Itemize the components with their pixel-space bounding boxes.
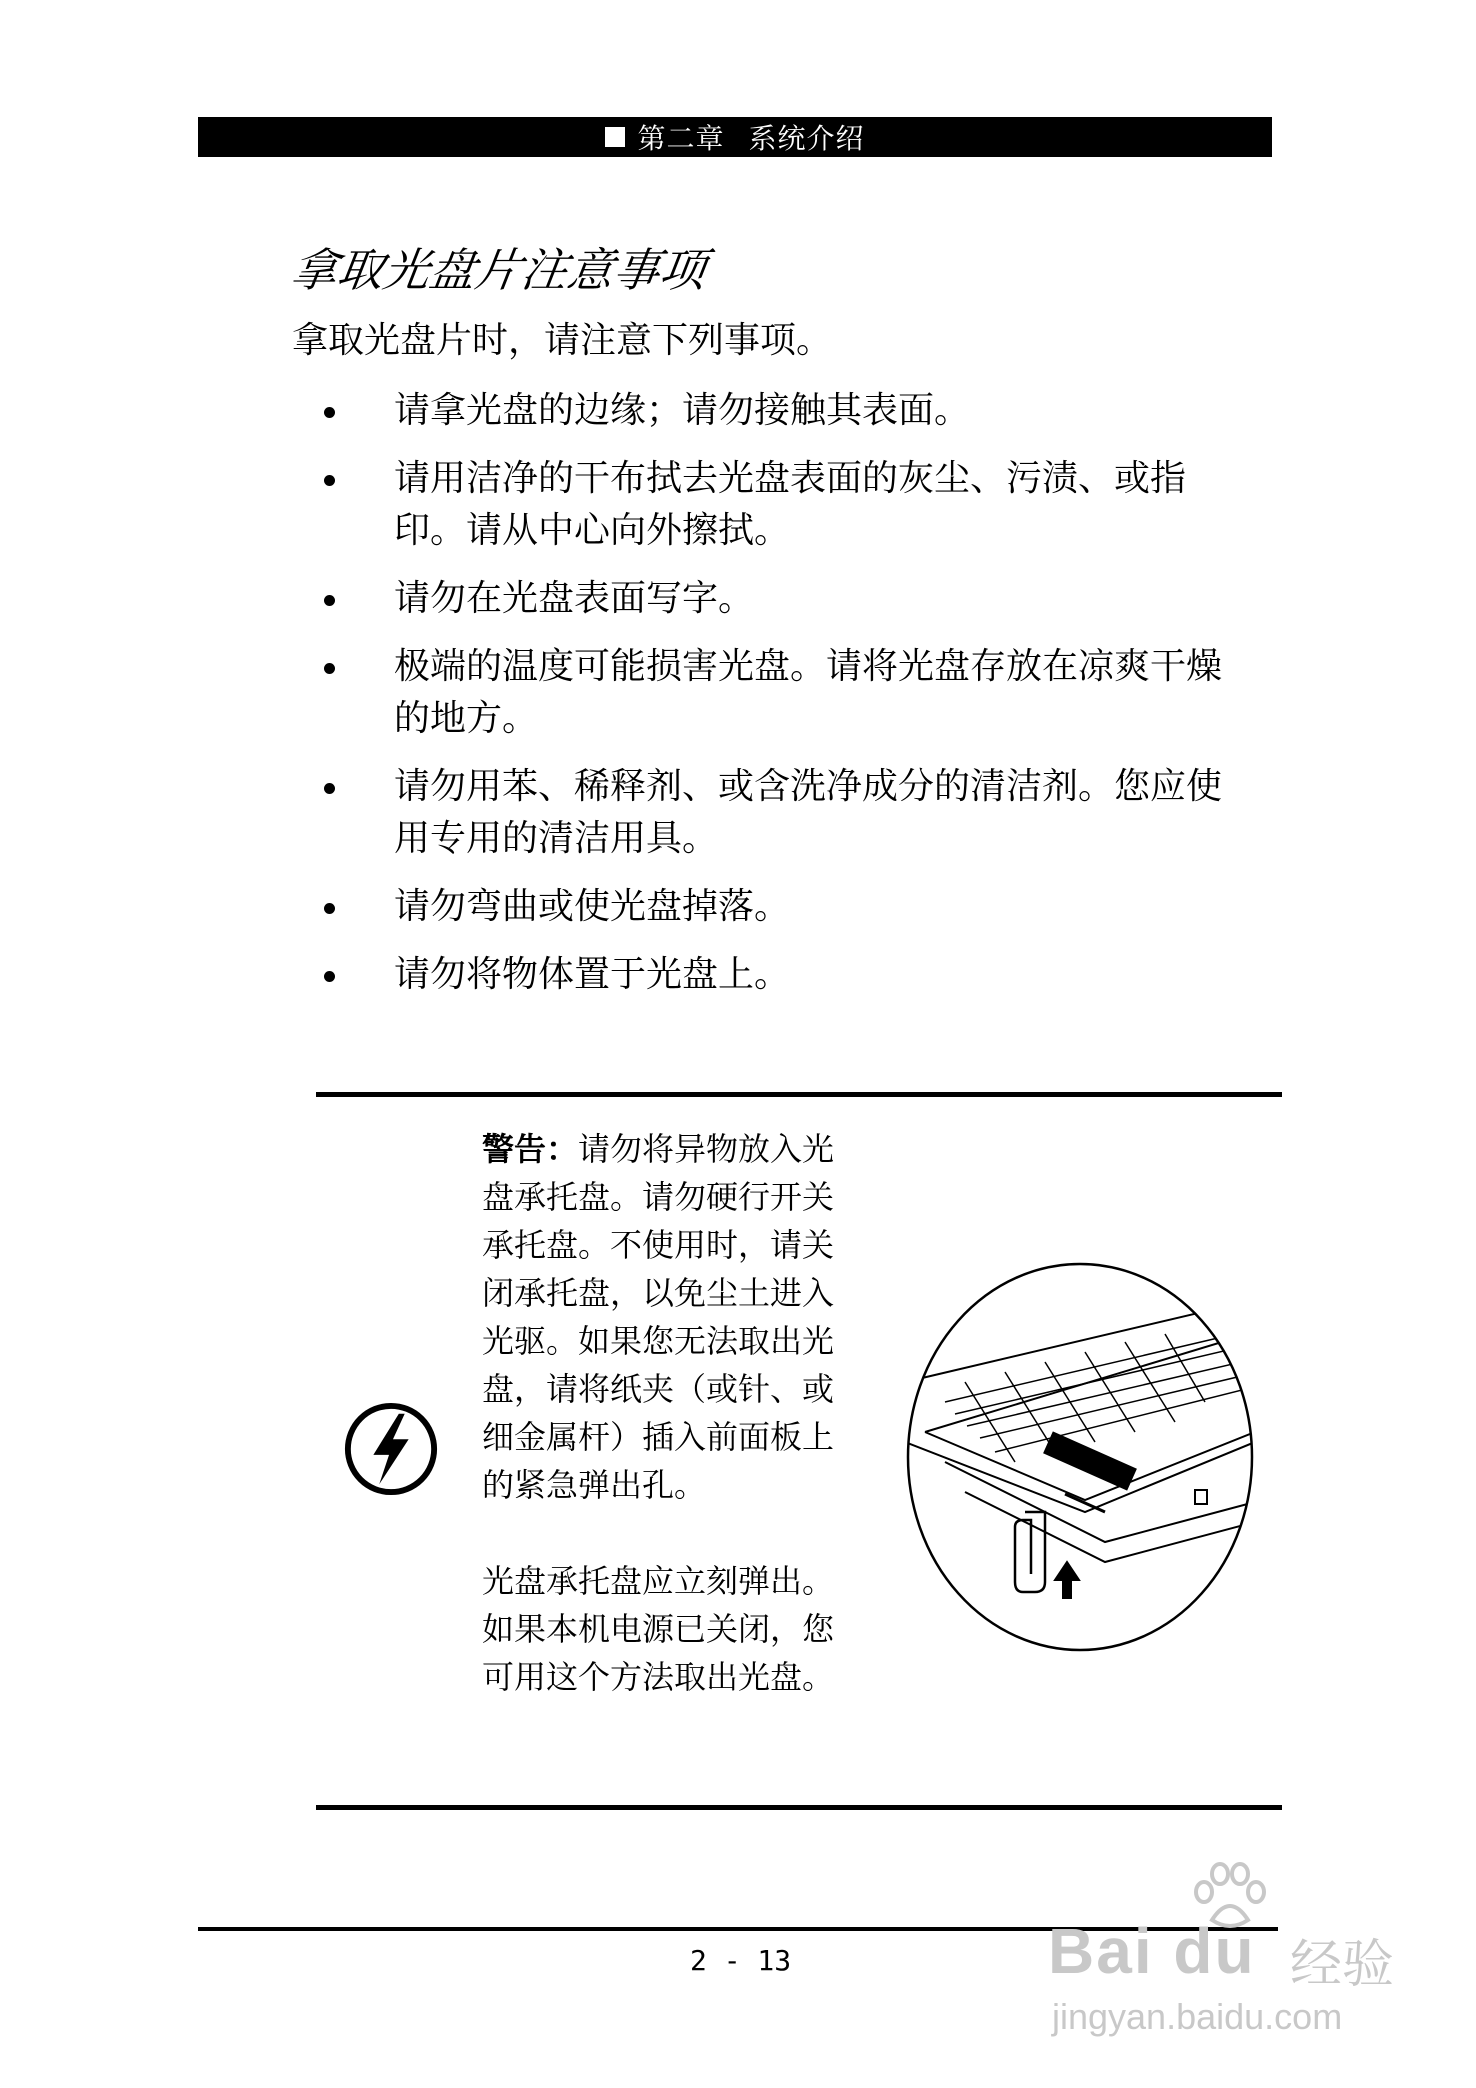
list-item: 请勿将物体置于光盘上。	[292, 949, 1252, 1001]
chapter-header	[198, 117, 1272, 157]
precaution-list	[292, 385, 1252, 1017]
header-chapter: 第二章	[637, 122, 725, 155]
header-square-icon	[605, 127, 625, 147]
baidu-watermark	[1040, 1862, 1440, 2062]
list-item: 请用洁净的干布拭去光盘表面的灰尘、污渍、或指印。请从中心向外擦拭。	[292, 453, 1252, 557]
bullet-icon	[324, 903, 335, 914]
page-number: 2 - 13	[690, 1944, 792, 1977]
intro-text: 拿取光盘片时，请注意下列事项。	[292, 320, 833, 361]
warning-text-2: 光盘承托盘应立刻弹出。如果本机电源已关闭，您可用这个方法取出光盘。	[482, 1562, 835, 1696]
bullet-icon	[324, 971, 335, 982]
lightning-warning-icon	[342, 1400, 440, 1498]
watermark-url: jingyan.baidu.com	[1052, 1996, 1343, 2037]
header-section: 系统介绍	[748, 122, 865, 155]
warning-top-rule	[316, 1092, 1282, 1097]
optical-drive-illustration	[905, 1262, 1255, 1652]
list-item: 请勿在光盘表面写字。	[292, 573, 1252, 625]
list-item: 请拿光盘的边缘；请勿接触其表面。	[292, 385, 1252, 437]
warning-bottom-rule	[316, 1805, 1282, 1810]
list-item: 极端的温度可能损害光盘。请将光盘存放在凉爽干燥的地方。	[292, 641, 1252, 745]
watermark-text: 经验	[1290, 1936, 1395, 1994]
bullet-icon	[324, 595, 335, 606]
bullet-icon	[324, 407, 335, 418]
bullet-icon	[324, 663, 335, 674]
list-item: 请勿弯曲或使光盘掉落。	[292, 881, 1252, 933]
warning-label: 警告：	[482, 1130, 579, 1168]
bullet-icon	[324, 475, 335, 486]
warning-box	[482, 1125, 852, 1701]
list-item: 请勿用苯、稀释剂、或含洗净成分的清洁剂。您应使用专用的清洁用具。	[292, 761, 1252, 865]
warning-text-1: 请勿将异物放入光盘承托盘。请勿硬行开关承托盘。不使用时，请关闭承托盘，以免尘土进入光驱。如果您无法取出光盘，请将纸夹（或针、或细金属杆）插入前面板上的紧急弹出孔。	[482, 1130, 835, 1504]
page-title: 拿取光盘片注意事项	[287, 243, 710, 297]
watermark-logo: Bai du	[1048, 1915, 1256, 1987]
bullet-icon	[324, 783, 335, 794]
